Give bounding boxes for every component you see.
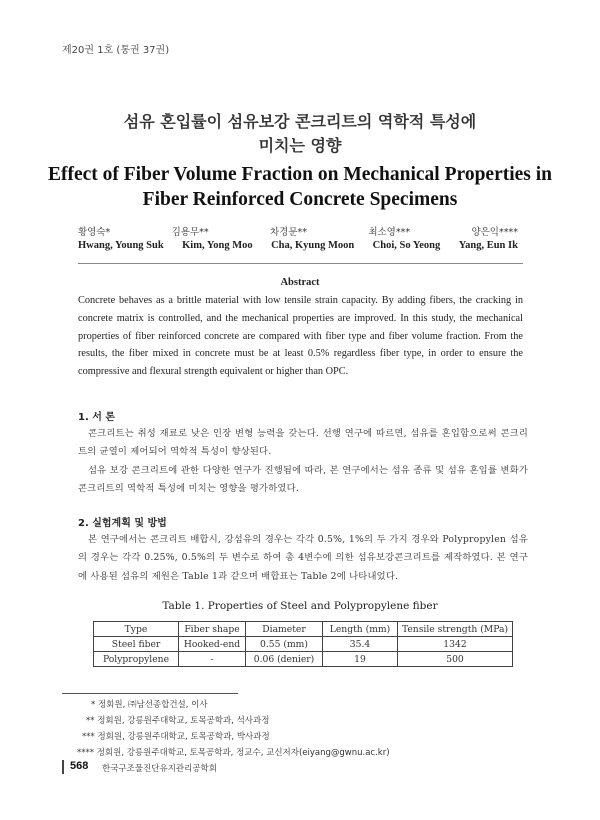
english-title-line1: Effect of Fiber Volume Fraction on Mechanical Properties in <box>47 164 553 185</box>
journal-volume: 제20권 1호 (통권 37권) <box>62 45 170 56</box>
table-cell: 0.55 (mm) <box>246 637 323 652</box>
table-cell: Hooked-end <box>179 637 246 652</box>
author-list-korean <box>78 224 518 238</box>
author-english: Hwang, Young Suk <box>78 240 164 251</box>
section-heading-introduction: 1. 서 론 <box>78 412 116 423</box>
table-cell: Steel fiber <box>94 637 179 652</box>
fiber-properties-table <box>93 621 513 667</box>
table-header-row <box>94 622 513 637</box>
table-cell: 19 <box>323 652 398 667</box>
author-list-english <box>78 240 518 251</box>
paragraph: 섬유 보강 콘크리트에 관한 다양한 연구가 진행됨에 따라, 본 연구에서는 섬유 종류 및 섬유 혼입률 변화가 콘크리트의 역학적 특성에 미치는 영향을 평가하였다. <box>78 464 528 495</box>
column-header: Tensile strength (MPa) <box>398 622 513 637</box>
table-cell: - <box>179 652 246 667</box>
footnote: **** 정회원, 강릉원주대학교, 토목공학과, 정교수, 교신저자(eiyang@gwnu.ac.kr) <box>77 748 390 758</box>
table-cell: 0.06 (denier) <box>246 652 323 667</box>
author-english: Cha, Kyung Moon <box>271 240 355 251</box>
footer-bar <box>62 760 64 774</box>
author-korean: 양은익**** <box>471 227 518 238</box>
column-header: Length (mm) <box>323 622 398 637</box>
korean-title-line2: 미치는 영향 <box>258 136 342 155</box>
paragraph: 본 연구에서는 콘크리트 배합시, 강섬유의 경우는 각각 0.5%, 1%의 두 가지 경우와 Polypropylen 섬유의 경우는 각각 0.25%, 0.5%의 두 변수로 하여 총 4변수에 의한 섬유보강콘크리트를 제작하였다. 본 연구에 사용된 섬유의 제원은 Table 1과 같으며 배합표는 Table 2에 나타내었다. <box>78 534 528 582</box>
paragraph: 콘크리트는 취성 재료로 낮은 인장 변형 능력을 갖는다. 선행 연구에 따르면, 섬유를 혼입함으로써 콘크리트의 균열이 제어되어 역학적 특성이 향상된다. <box>78 428 528 458</box>
footnote: * 정회원, ㈜남선종합건설, 이사 <box>91 700 208 710</box>
journal-name: 한국구조물진단유지관리공학회 <box>102 764 217 774</box>
table-cell: 35.4 <box>323 637 398 652</box>
author-korean: 김용무** <box>171 227 209 238</box>
footnote-divider <box>62 693 238 694</box>
english-title-line2: Fiber Reinforced Concrete Specimens <box>142 189 458 210</box>
author-english: Kim, Yong Moo <box>182 240 253 251</box>
footnote: ** 정회원, 강릉원주대학교, 토목공학과, 석사과정 <box>86 716 270 726</box>
introduction-body <box>78 425 528 499</box>
author-korean: 최소영*** <box>368 227 411 238</box>
footnote: *** 정회원, 강릉원주대학교, 토목공학과, 박사과정 <box>82 732 270 742</box>
table-cell: 500 <box>398 652 513 667</box>
methods-body <box>78 531 528 586</box>
page-number: 568 <box>70 760 89 772</box>
table-cell: 1342 <box>398 637 513 652</box>
abstract-heading: Abstract <box>280 277 320 288</box>
section-heading-methods: 2. 실험계획 및 방법 <box>78 518 167 529</box>
table-cell: Polypropylene <box>94 652 179 667</box>
table-row <box>94 637 513 652</box>
title-divider <box>78 263 523 264</box>
column-header: Diameter <box>246 622 323 637</box>
korean-title-line1: 섬유 혼입률이 섬유보강 콘크리트의 역학적 특성에 <box>123 112 477 131</box>
author-english: Choi, So Yeong <box>372 240 441 251</box>
column-header: Type <box>94 622 179 637</box>
author-english: Yang, Eun Ik <box>458 240 518 251</box>
abstract-text: Concrete behaves as a brittle material with low tensile strain capacity. By adding fibers, the cracking in concrete matrix is controlled, and the mechanical properties are improved. In this study, the mechanical properties of fiber reinforced concrete are compared with fiber type and fiber volume fraction. From the results, the fiber mixed in concrete must be at least 0.5% regardless fiber type, in order to ensure the compressive and flexural strength equivalent or higher than OPC. <box>78 295 523 378</box>
table-row <box>94 652 513 667</box>
author-korean: 차경문** <box>269 227 307 238</box>
table-caption: Table 1. Properties of Steel and Polypropylene fiber <box>162 600 438 612</box>
author-korean: 황영숙* <box>78 227 111 238</box>
column-header: Fiber shape <box>179 622 246 637</box>
